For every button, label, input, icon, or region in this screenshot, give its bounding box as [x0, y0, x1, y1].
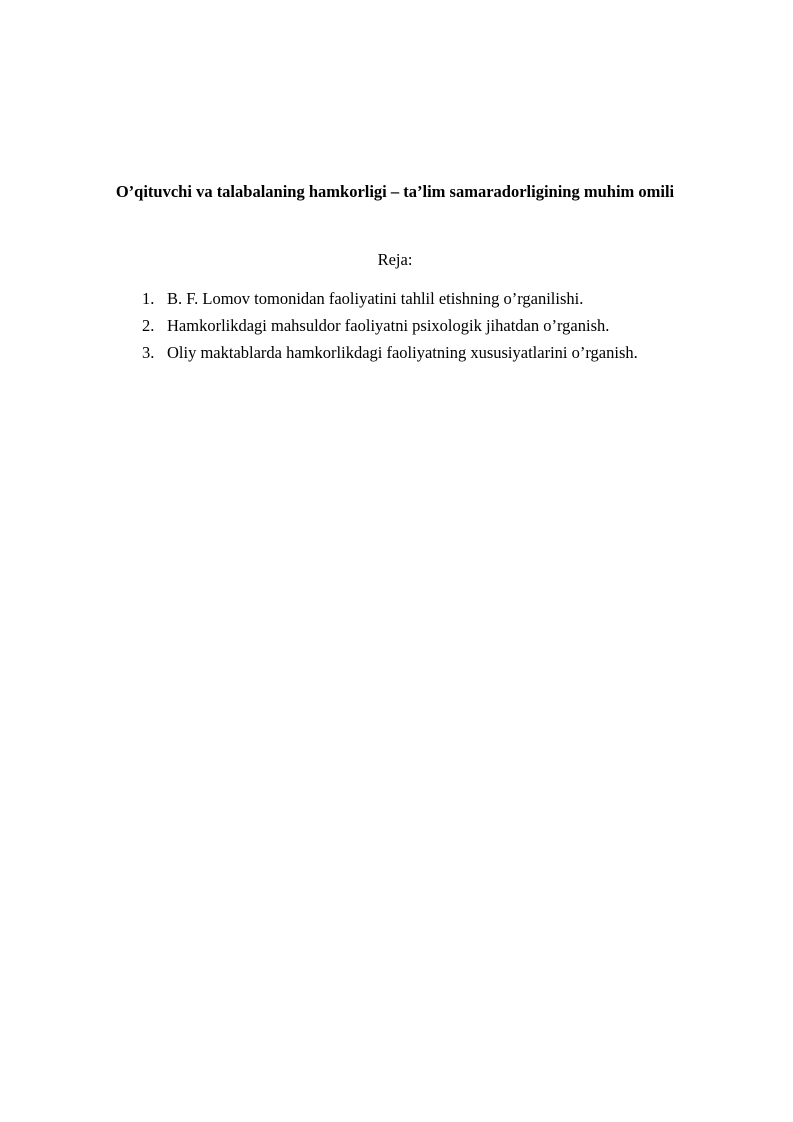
plan-item-3: [142, 341, 762, 368]
plan-heading: Reja:: [377, 250, 413, 269]
plan-list: [142, 287, 762, 368]
plan-item-number: 2.: [142, 316, 155, 335]
page-title: O’qituvchi va talabalaning hamkorligi – ta’lim samaradorligining muhim omili: [115, 182, 675, 201]
plan-item-number: 3.: [142, 343, 155, 362]
plan-item-1: [142, 287, 762, 314]
plan-item-2: [142, 314, 762, 341]
plan-item-text: Oliy maktablarda hamkorlikdagi faoliyatning xususiyatlarini o’rganish.: [167, 343, 638, 362]
plan-item-text: B. F. Lomov tomonidan faoliyatini tahlil etishning o’rganilishi.: [167, 289, 584, 308]
plan-item-text: Hamkorlikdagi mahsuldor faoliyatni psixologik jihatdan o’rganish.: [167, 316, 610, 335]
plan-item-number: 1.: [142, 289, 155, 308]
